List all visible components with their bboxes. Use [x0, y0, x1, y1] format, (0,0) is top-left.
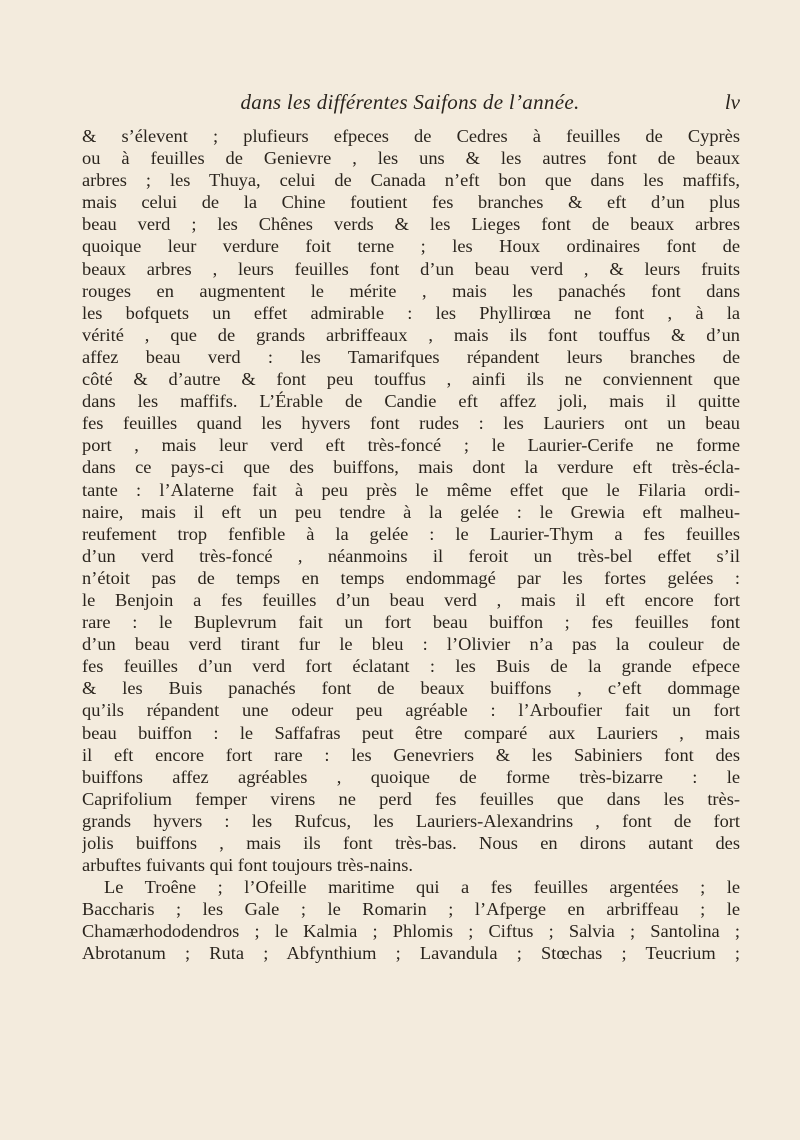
running-title: dans les différentes Saifons de l’année.	[240, 90, 580, 114]
text-line: beau verd ; les Chênes verds & les Lieges font de beaux arbres	[82, 214, 740, 235]
paragraph-end-line: arbuftes fuivants qui font toujours très-nains.	[82, 855, 413, 876]
text-line: d’un beau verd tirant fur le bleu : l’Olivier n’a pas la couleur de	[82, 634, 740, 655]
text-line: fes feuilles d’un verd fort éclatant : les Buis de la grande efpece	[82, 656, 740, 677]
text-line: il eft encore fort rare : les Genevriers & les Sabiniers font des	[82, 744, 740, 765]
text-line: quoique leur verdure foit terne ; les Houx ordinaires font de	[82, 236, 740, 257]
text-line: port , mais leur verd eft très-foncé ; le Laurier-Cerife ne forme	[82, 435, 740, 456]
text-line: mais celui de la Chine foutient fes branches & eft d’un plus	[82, 192, 740, 213]
text-line: Caprifolium femper virens ne perd fes feuilles que dans les très-	[82, 788, 740, 809]
text-line: reufement trop fenfible à la gelée : le Laurier-Thym a fes feuilles	[82, 523, 740, 544]
text-line: beau buiffon : le Saffafras peut être comparé aux Lauriers , mais	[82, 722, 740, 743]
text-line: Chamærhododendros ; le Kalmia ; Phlomis ; Ciftus ; Salvia ; Santolina ;	[82, 921, 740, 942]
text-line: les bofquets un effet admirable : les Phyllirœa ne font , à la	[82, 302, 740, 323]
text-line: Baccharis ; les Gale ; le Romarin ; l’Afperge en arbriffeau ; le	[82, 899, 740, 920]
text-line: buiffons affez agréables , quoique de forme très-bizarre : le	[82, 766, 740, 787]
text-line: dans les maffifs. L’Érable de Candie eft affez joli, mais il quitte	[82, 391, 740, 412]
page-number: lv	[724, 90, 740, 114]
text-line: grands hyvers : les Rufcus, les Lauriers-Alexandrins , font de fort	[82, 810, 740, 831]
text-line: & s’élevent ; plufieurs efpeces de Cedres à feuilles de Cyprès	[82, 126, 740, 146]
text-line: arbres ; les Thuya, celui de Canada n’eft bon que dans les maffifs,	[82, 170, 740, 191]
text-line: d’un verd très-foncé , néanmoins il feroit un très-bel effet s’il	[82, 545, 740, 566]
text-line: & les Buis panachés font de beaux buiffons , c’eft dommage	[82, 678, 740, 699]
text-line: n’étoit pas de temps en temps endommagé par les fortes gelées :	[82, 567, 740, 588]
text-line: affez beau verd : les Tamarifques répandent leurs branches de	[82, 346, 740, 367]
text-line: le Benjoin a fes feuilles d’un beau verd , mais il eft encore fort	[82, 589, 740, 610]
text-line: dans ce pays-ci que des buiffons, mais dont la verdure eft très-écla-	[82, 457, 740, 478]
text-line: naire, mais il eft un peu tendre à la gelée : le Grewia eft malheu-	[82, 501, 740, 522]
text-line: ou à feuilles de Genievre , les uns & les autres font de beaux	[82, 148, 740, 169]
text-line: rouges en augmentent le mérite , mais les panachés font dans	[82, 280, 740, 301]
text-line: côté & d’autre & font peu touffus , ainfi ils ne conviennent que	[82, 369, 740, 390]
paragraph-start-line: Le Troêne ; l’Ofeille maritime qui a fes feuilles argentées ; le	[104, 877, 740, 898]
text-line: rare : le Buplevrum fait un fort beau buiffon ; fes feuilles font	[82, 612, 740, 633]
text-line: vérité , que de grands arbriffeaux , mais ils font touffus & d’un	[82, 324, 740, 345]
text-line: beaux arbres , leurs feuilles font d’un beau verd , & leurs fruits	[82, 258, 740, 279]
text-line: jolis buiffons , mais ils font très-bas. Nous en dirons autant des	[82, 833, 740, 853]
text-line: fes feuilles quand les hyvers font rudes : les Lauriers ont un beau	[82, 413, 740, 434]
page-header	[80, 90, 740, 120]
body-text	[82, 125, 740, 965]
text-line: Abrotanum ; Ruta ; Abfynthium ; Lavandula ; Stœchas ; Teucrium ;	[82, 943, 740, 964]
text-line: qu’ils répandent une odeur peu agréable : l’Arboufier fait un fort	[82, 700, 740, 721]
text-line: tante : l’Alaterne fait à peu près le même effet que le Filaria ordi-	[82, 479, 740, 500]
